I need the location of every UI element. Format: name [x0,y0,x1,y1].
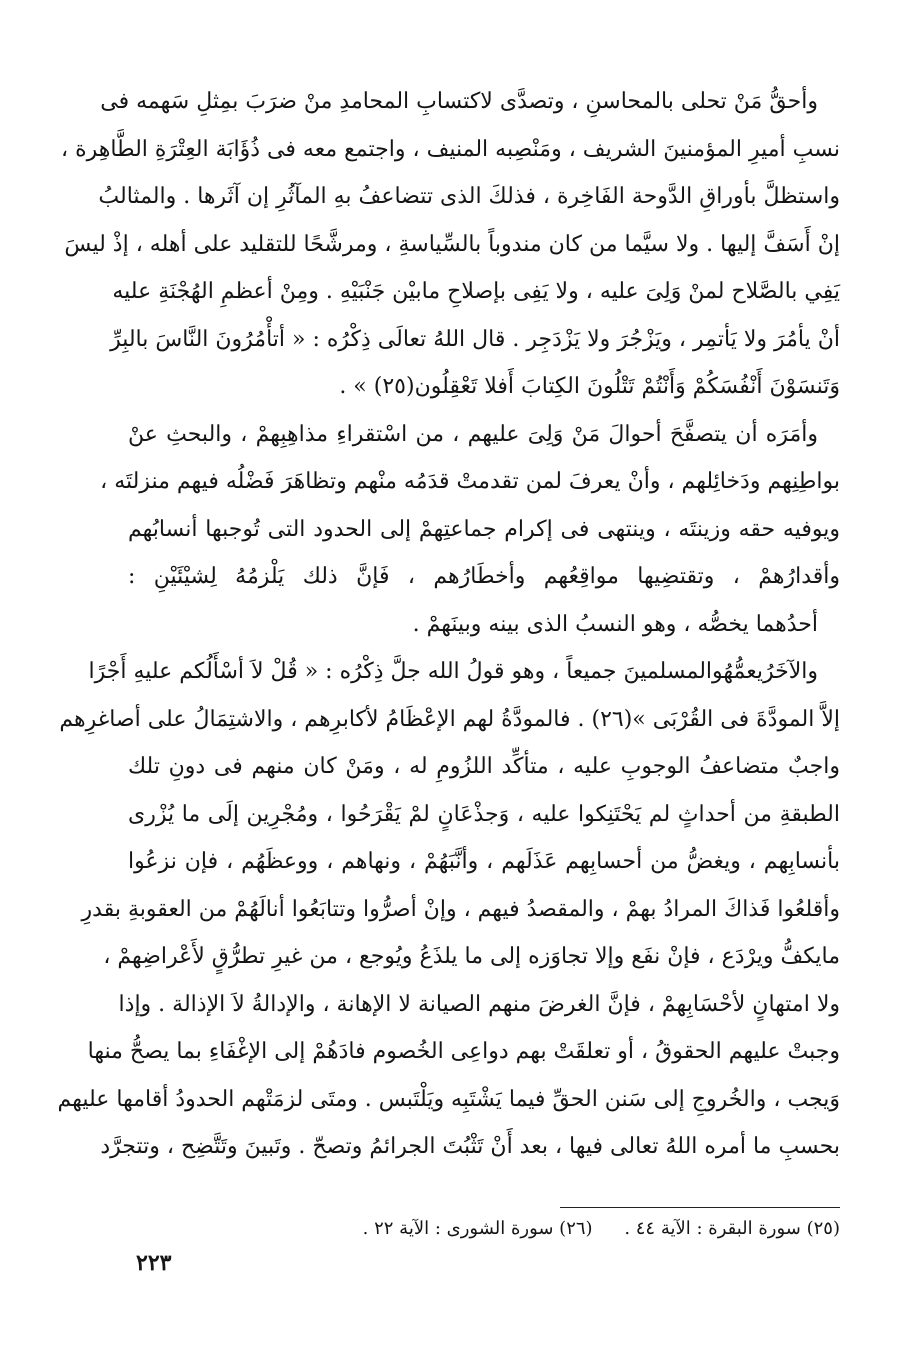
text-line: نسبِ أميرِ المؤمنينَ الشريف ، ومَنْصِبه المنيف ، واجتمع معه فى ذُؤَابَة العِتْرَةِ الطَّاهِرة ، [60,136,840,162]
text-line: وأحقُّ مَنْ تحلى بالمحاسنِ ، وتصدَّى لاكتسابِ المحامدِ منْ ضرَبَ بمِثلِ سَهمه فى [100,89,818,114]
text-line: مايكفُّ ويرْدَع ، فإنْ نفَع وإلا تجاوَزه إلى ما يلذَعُ ويُوجع ، من غيرِ تطرُّقٍ لأَعْراضِهمْ ، [103,944,840,969]
footnote-26: (٢٦) سورة الشورى : الآية ٢٢ . [362,1218,593,1239]
paragraph-2 [100,411,840,601]
text-line: وأمَرَه أن يتصفَّحَ أحوالَ مَنْ وَلِىَ عليهم ، من اسْتقراءِ مذاهِبِهمْ ، والبحثِ عنْ [128,421,818,447]
text-line: بأنسابِهم ، ويغضُّ من أحسابِهم عَذَلَهم ، وأنَّبَهُمْ ، ونهاهم ، ووعظَهُم ، فإن نزعُوا [128,849,840,874]
text-line: يَفِي بالصَّلاح لمنْ وَلِىَ عليه ، ولا يَفِى بإصلاحِ مابيْن جَنْبَيْهِ . ومِنْ أعظمِ الهُجْنَةِ عليه [112,279,840,304]
text-line: إنْ أَسَفَّ إليها . ولا سيَّما من كان مندوباً بالسِّياسةِ ، ومرشَّحًا للتقليد على أهله ، إذْ ليسَ [64,231,840,257]
footnote-separator [560,1207,840,1208]
text-line: بواطِنِهم ودَخائِلهم ، وأنْ يعرفَ لمن تقدمتْ قدَمُه منْهم وتظاهَرَ فَضْلُه فيهم منزلتَه ، [100,469,840,494]
text-line: واجبٌ متضاعفُ الوجوبِ عليه ، متأكِّد اللزُومِ له ، ومَنْ كان منهم فى دونِ تلك [128,754,840,779]
text-line: ولا امتهانٍ لأحْسَابِهمْ ، فإنَّ الغرضَ منهم الصيانة لا الإهانة ، والإدالةُ لاَ الإذالة . وإذا [118,991,840,1017]
text-line: وأقلعُوا فَذاكَ المرادُ بهمْ ، والمقصدُ فيهم ، وإنْ أصرُّوا وتتابَعُوا أنالَهُمْ من العقوبةِ بقدرِ [81,896,840,922]
text-line: وَتَنسَوْنَ أَنْفُسَكُمْ وَأَنْتُمْ تَتْلُونَ الكِتابَ أَفلا تَعْقِلُون(٢٥) » . [339,374,840,399]
text-line: واستظلَّ بأوراقِ الدَّوحة الفَاخِرة ، فذلكَ الذى تتضاعفُ بهِ المآثُرِ إن آثَرها . والمثالبُ [98,184,840,209]
text-line: الطبقةِ من أحداثٍ لم يَحْتَنِكوا عليه ، وَجذْعَانٍ لمْ يَقْرَحُوا ، ومُجْرِين إلَى ما يُزْرى [128,801,840,827]
text-line: إلاَّ المودَّةَ فى القُرْبَى »(٢٦) . فالمودَّةُ لهم الإعْظَامُ لأكابرِهم ، والاشتِمَالُ على أصاغرِهم [59,706,840,732]
text-line: والآخَرُيعمُّهُوالمسلمينَ جميعاً ، وهو قولُ الله جلَّ ذِكْرُه : « قُلْ لاَ أسْأَلُكم عليهِ أَجْرًا [88,659,818,684]
footnote-25: (٢٥) سورة البقرة : الآية ٤٤ . [624,1218,840,1239]
text-line: أحدُهما يخصُّه ، وهو النسبُ الذى بينه وبينَهمْ . [412,611,818,637]
text-line: وأقدارُهمْ ، وتقتضِيها مواقِعُهم وأخطَارُهم ، فَإنَّ ذلك يَلْزمُهُ لِشيْئَيْنِ : [128,564,840,589]
text-line: ويوفيه حقه وزينتَه ، وينتهى فى إكرام جماعتِهمْ إلى الحدود التى تُوجبها أنسابُهم [128,516,840,542]
paragraph-1 [60,78,840,411]
text-line: وجبتْ عليهم الحقوقُ ، أو تعلقَتْ بهم دواعِى الخُصوم فادَهُمْ إلى الإغْفَاءِ بما يصحُّ منها [87,1039,840,1064]
page-number: ٢٢٣ [136,1250,172,1276]
text-line: أنْ يأمُرَ ولا يَأتمِر ، ويَزْجُرَ ولا يَزْدَجِر . قال اللهُ تعالَى ذِكْرُه : « أتأْمُرُونَ النَّاسَ بالبِرِّ [110,326,840,352]
paragraph-4 [57,648,840,1171]
text-line: وَيجب ، والخُروجِ إلى سَنن الحقِّ فيما يَشْتَبِه ويَلْتَبس . ومتَى لزمَتْهم الحدودُ أقامها عليهم [57,1086,840,1112]
paragraph-3 [128,601,840,649]
main-text [57,78,840,1171]
footnotes [128,1215,840,1243]
text-line: بحسبِ ما أمره اللهُ تعالى فيها ، بعد أَنْ تَثْبُتَ الجرائمُ وتصحّ . وتَبينَ وتَتَّضِح ، وتتجرَّد [100,1134,840,1159]
